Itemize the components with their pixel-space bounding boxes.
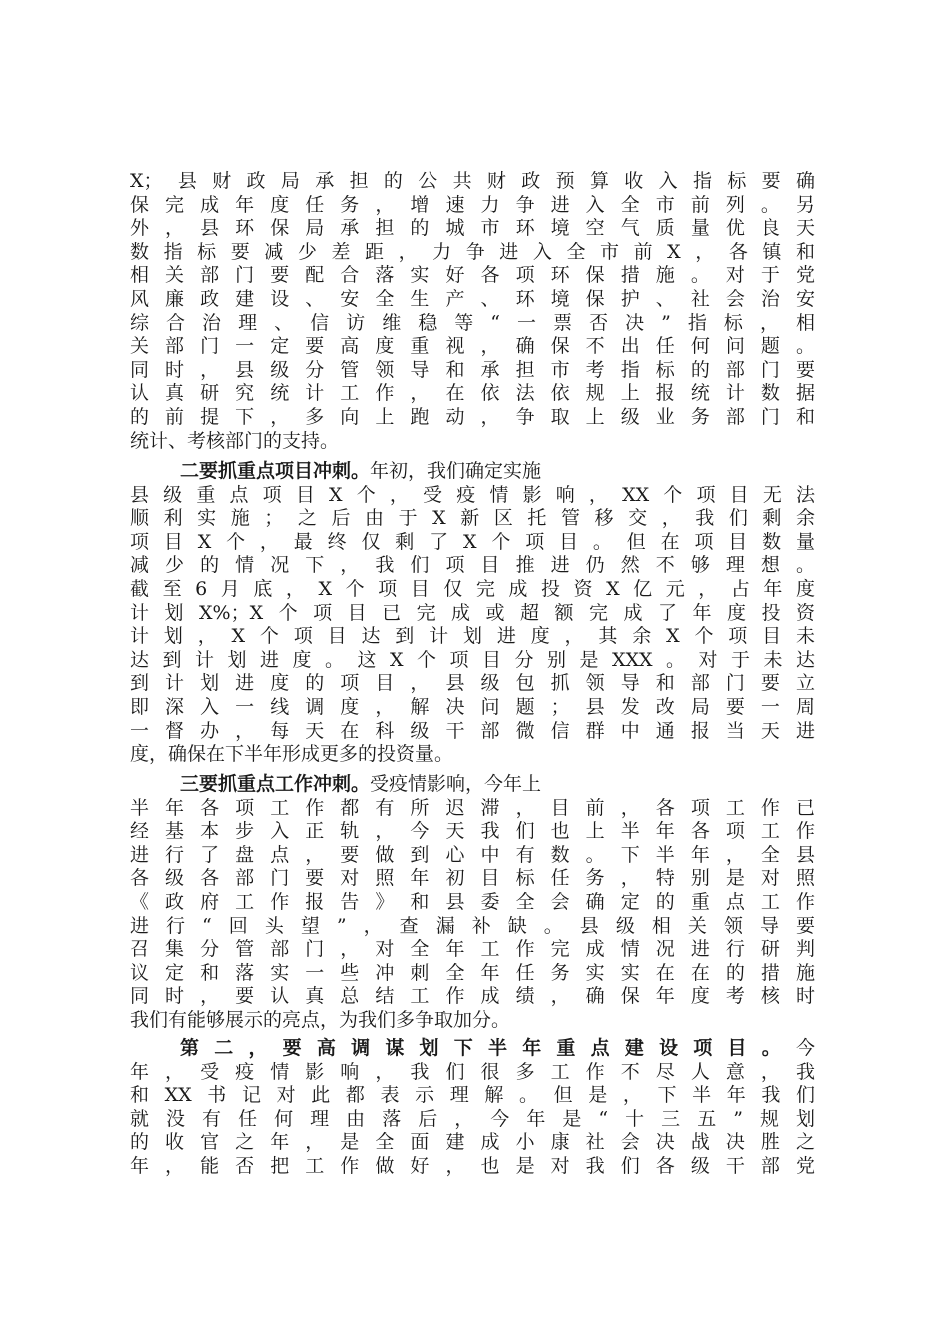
text-line: 同时，要认真总结工作成绩，确保年度考核时 xyxy=(130,985,815,1008)
text-line: 综合治理、信访维稳等“一票否决”指标，相 xyxy=(130,311,815,334)
text-line: 的前提下，多向上跑动，争取上级业务部门和 xyxy=(130,405,815,428)
text-line: 风廉政建设、安全生产、环境保护、社会治安 xyxy=(130,287,815,310)
text-line: 议定和落实一些冲刺全年任务实实在在的措施 xyxy=(130,961,815,984)
heading-continuation: 年初，我们确定实施 xyxy=(370,460,542,482)
text-line: 半年各项工作都有所迟滞，目前，各项工作已 xyxy=(130,796,815,819)
text-line: X；县财政局承担的公共财政预算收入指标要确 xyxy=(130,170,815,192)
text-line: 经基本步入正轨，今天我们也上半年各项工作 xyxy=(130,820,815,843)
paragraph-first-line xyxy=(130,773,815,797)
text-line: 顺利实施；之后由于X新区托管移交，我们剩余 xyxy=(130,507,815,530)
text-line: 各级各部门要对照年初目标任务，特别是对照 xyxy=(130,867,815,890)
text-line: 进行了盘点，要做到心中有数。下半年，全县 xyxy=(130,843,815,866)
text-line: 计划，X个项目达到计划进度，其余X个项目未 xyxy=(130,625,815,648)
text-line: 同时，县级分管领导和承担市考指标的部门要 xyxy=(130,358,815,381)
paragraph-4 xyxy=(130,1037,815,1179)
paragraph-2 xyxy=(130,460,815,767)
text-line: 保完成年度任务，增速力争进入全市前列。另 xyxy=(130,193,815,216)
text-line: 数指标要减少差距，力争进入全市前X，各镇和 xyxy=(130,240,815,263)
text-line: 县级重点项目X个，受疫情影响，XX个项目无法 xyxy=(130,483,815,506)
text-line: 统计、考核部门的支持。 xyxy=(130,429,340,452)
text-line: 和XX书记对此都表示理解。但是，下半年我们 xyxy=(130,1084,815,1107)
section-heading: 二要抓重点项目冲刺。 xyxy=(180,460,371,482)
paragraph-first-line xyxy=(130,1037,815,1061)
section-heading: 三要抓重点工作冲刺。 xyxy=(180,773,371,795)
text-line: 年，受疫情影响，我们很多工作不尽人意，我 xyxy=(130,1060,815,1083)
text-line: 的收官之年，是全面建成小康社会决战决胜之 xyxy=(130,1131,815,1154)
text-line: 项目X个，最终仅剩了X个项目。但在项目数量 xyxy=(130,530,815,553)
text-line: 达到计划进度。这X个项目分别是XXX。对于未达 xyxy=(130,648,815,671)
text-line: 召集分管部门，对全年工作完成情况进行研判 xyxy=(130,938,815,961)
text-line: 外，县环保局承担的城市环境空气质量优良天 xyxy=(130,217,815,240)
text-line: 计划X%；X个项目已完成或超额完成了年度投资 xyxy=(130,601,815,624)
paragraph-first-line xyxy=(130,460,815,484)
text-line: 《政府工作报告》和县委全会确定的重点工作 xyxy=(130,890,815,913)
text-line: 一督办，每天在科级干部微信群中通报当天进 xyxy=(130,719,815,742)
text-line: 关部门一定要高度重视，确保不出任何问题。 xyxy=(130,335,815,358)
text-line: 年，能否把工作做好，也是对我们各级干部党 xyxy=(130,1154,815,1177)
heading-continuation: 受疫情影响，今年上 xyxy=(370,773,542,795)
text-line: 相关部门要配合落实好各项环保措施。对于党 xyxy=(130,264,815,287)
text-line: 即深入一线调度，解决问题；县发改局要一周 xyxy=(130,695,815,718)
text-line: 截至6月底，X个项目仅完成投资X亿元，占年度 xyxy=(130,577,815,600)
text-line: 就没有任何理由落后，今年是“十三五”规划 xyxy=(130,1107,815,1130)
text-line: 减少的情况下，我们项目推进仍然不够理想。 xyxy=(130,554,815,577)
text-line: 到计划进度的项目，县级包抓领导和部门要立 xyxy=(130,672,815,695)
paragraph-3 xyxy=(130,773,815,1033)
text-line: 认真研究统计工作，在依法依规上报统计数据 xyxy=(130,382,815,405)
heading-continuation: 今 xyxy=(795,1037,815,1059)
text-line: 我们有能够展示的亮点，为我们多争取加分。 xyxy=(130,1008,511,1031)
paragraph-1 xyxy=(130,170,815,453)
text-line: 进行“回头望”，查漏补缺。县级相关领导要 xyxy=(130,914,815,937)
text-line: 度，确保在下半年形成更多的投资量。 xyxy=(130,743,454,766)
section-heading: 第二，要高调谋划下半年重点建设项目。 xyxy=(180,1037,796,1059)
